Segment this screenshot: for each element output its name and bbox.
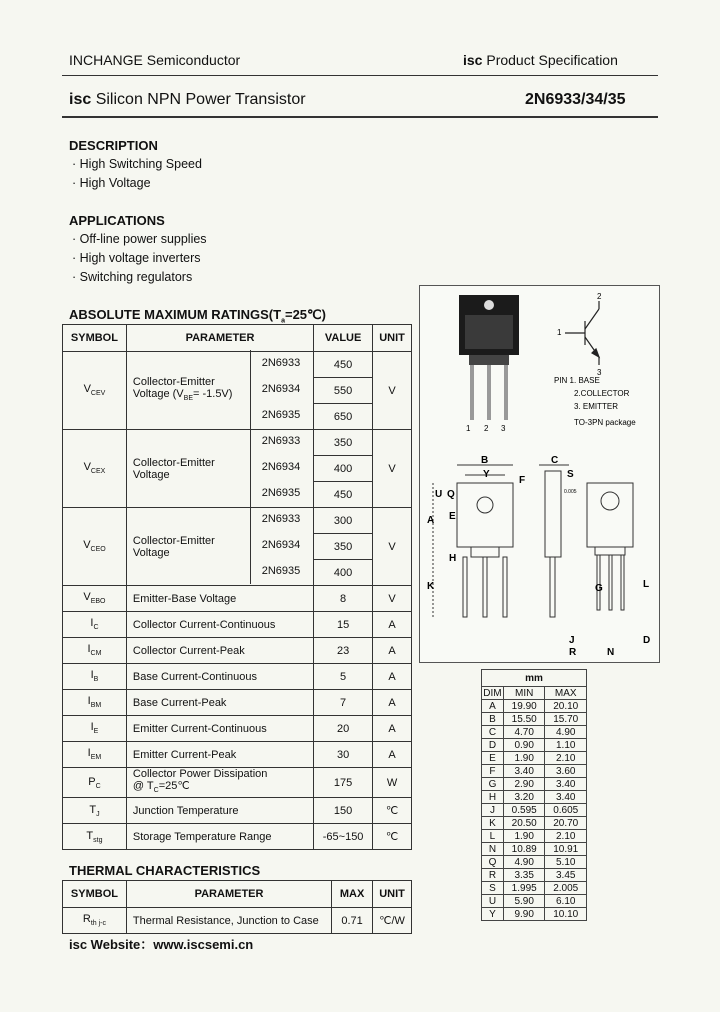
- param-cell: Collector Power Dissipation @ $T_C=25℃$: [126, 768, 313, 798]
- dim-row: [482, 765, 587, 778]
- table-row: [63, 824, 412, 850]
- value-cell: -65~150: [314, 824, 373, 850]
- dim-label: D: [643, 635, 651, 646]
- thermal-table: [62, 880, 412, 934]
- application-item: · High voltage inverters: [72, 251, 201, 265]
- page-title: [69, 91, 306, 109]
- param-cell: Thermal Resistance, Junction to Case: [126, 908, 331, 934]
- unit-cell: ℃: [373, 798, 412, 824]
- device-label: 2N6934: [261, 461, 301, 473]
- dim-row: [482, 817, 587, 830]
- dim-max: 6.10: [545, 895, 587, 908]
- symbol-cell: $I_C$: [63, 612, 127, 638]
- ratings-table: [62, 324, 412, 850]
- description-item: · High Voltage: [72, 176, 151, 190]
- dimension-table: [481, 669, 587, 921]
- ratings-heading-tail: =25℃): [284, 307, 326, 322]
- ratings-heading: [69, 307, 326, 325]
- dim-min: 9.90: [503, 908, 545, 921]
- device-label: 2N6934: [261, 383, 301, 395]
- value-cell: 7: [314, 690, 373, 716]
- table-row: [63, 586, 412, 612]
- dim-min: 4.90: [503, 856, 545, 869]
- param-cell: Collector Current-Continuous: [126, 612, 313, 638]
- unit-cell: ℃: [373, 824, 412, 850]
- dim-max: 3.40: [545, 791, 587, 804]
- unit-cell: W: [373, 768, 412, 798]
- dim-label: N: [607, 647, 615, 658]
- device-label: 2N6933: [261, 357, 301, 369]
- dim-max: 15.70: [545, 713, 587, 726]
- applications-heading: APPLICATIONS: [69, 213, 165, 228]
- dim-label: S: [567, 469, 574, 480]
- dim-label: H: [449, 553, 457, 564]
- symbol-collector-pin: 2: [597, 292, 602, 301]
- dim-max: 10.10: [545, 908, 587, 921]
- dim-row: [482, 700, 587, 713]
- dim-min: 3.35: [503, 869, 545, 882]
- dim-head: MAX: [545, 687, 587, 700]
- table-row: [63, 716, 412, 742]
- unit-cell: A: [373, 612, 412, 638]
- value-cell: 0.71: [332, 908, 373, 934]
- dim-max: 3.40: [545, 778, 587, 791]
- dim-max: 3.60: [545, 765, 587, 778]
- dim-letter: Y: [482, 908, 504, 921]
- col-symbol: SYMBOL: [63, 325, 127, 352]
- value-cell: 150: [314, 798, 373, 824]
- dim-letter: F: [482, 765, 504, 778]
- device-label: 2N6935: [261, 487, 301, 499]
- dim-min: 0.90: [503, 739, 545, 752]
- unit-cell: V: [373, 586, 412, 612]
- small-note: 0.005: [564, 489, 577, 495]
- dim-max: 5.10: [545, 856, 587, 869]
- dim-row: [482, 830, 587, 843]
- footer-url[interactable]: www.iscsemi.cn: [153, 937, 254, 952]
- dim-label: E: [449, 511, 456, 522]
- symbol-cell: $I_{BM}$: [63, 690, 127, 716]
- npn-symbol: [565, 301, 599, 365]
- symbol-cell: $P_C$: [63, 768, 127, 798]
- param-cell: Collector Current-Peak: [126, 638, 313, 664]
- symbol-cell: $I_E$: [63, 716, 127, 742]
- dim-row: [482, 713, 587, 726]
- table-row: [63, 664, 412, 690]
- dim-min: 5.90: [503, 895, 545, 908]
- dim-max: 2.10: [545, 752, 587, 765]
- spec-label: [463, 52, 618, 68]
- part-number: 2N6933/34/35: [525, 91, 626, 108]
- dim-row: [482, 843, 587, 856]
- dim-label: L: [643, 579, 650, 590]
- dim-letter: A: [482, 700, 504, 713]
- dim-head: MIN: [503, 687, 545, 700]
- device-label: 2N6933: [261, 435, 301, 447]
- symbol-cell: $I_{CM}$: [63, 638, 127, 664]
- param-vcev: Collector-Emitter Voltage $(V_{BE}= -1.5V)$: [126, 352, 313, 430]
- dim-label: F: [519, 475, 526, 486]
- col-parameter: PARAMETER: [126, 325, 313, 352]
- dim-row: [482, 752, 587, 765]
- unit-cell: A: [373, 690, 412, 716]
- dim-row: [482, 882, 587, 895]
- dim-min: 1.995: [503, 882, 545, 895]
- footer: [69, 934, 253, 953]
- dim-letter: N: [482, 843, 504, 856]
- application-item: · Switching regulators: [72, 270, 193, 284]
- dim-row: [482, 778, 587, 791]
- dim-letter: U: [482, 895, 504, 908]
- dim-row: [482, 739, 587, 752]
- dim-row: [482, 791, 587, 804]
- header-rule: [62, 75, 658, 76]
- unit-vcex: V: [373, 430, 412, 508]
- pin-number: 2: [484, 424, 489, 433]
- symbol-vcex: $V_{CEX}$: [63, 430, 127, 508]
- symbol-cell: $V_{EBO}$: [63, 586, 127, 612]
- dim-letter: L: [482, 830, 504, 843]
- spec-brand: isc: [463, 52, 483, 68]
- description-item: · High Switching Speed: [72, 157, 202, 171]
- pin-number: 1: [466, 424, 471, 433]
- table-row: [63, 612, 412, 638]
- device-label: 2N6935: [261, 409, 301, 421]
- application-item: · Off-line power supplies: [72, 232, 207, 246]
- pin-legend: TO-3PN package: [574, 418, 636, 427]
- device-label: 2N6934: [261, 539, 301, 551]
- param-vcex: Collector-Emitter Voltage: [126, 430, 313, 508]
- unit-cell: A: [373, 716, 412, 742]
- value-cell: 30: [314, 742, 373, 768]
- dim-label: C: [551, 455, 559, 466]
- param-cell: Emitter Current-Continuous: [126, 716, 313, 742]
- dim-min: 19.90: [503, 700, 545, 713]
- dim-head: DIM: [483, 687, 502, 699]
- dim-row: [482, 726, 587, 739]
- dim-row: [482, 804, 587, 817]
- value-cell: 550: [314, 378, 373, 404]
- device-label: 2N6933: [261, 513, 301, 525]
- dim-min: 0.595: [503, 804, 545, 817]
- symbol-cell: $T_J$: [63, 798, 127, 824]
- dim-max: 10.91: [545, 843, 587, 856]
- unit-vceo: V: [373, 508, 412, 586]
- dim-max: 3.45: [545, 869, 587, 882]
- table-row: [63, 798, 412, 824]
- symbol-emitter-pin: 3: [597, 368, 602, 377]
- col-value: VALUE: [314, 325, 373, 352]
- description-heading: DESCRIPTION: [69, 138, 158, 153]
- dim-label: G: [595, 583, 603, 594]
- dim-letter: S: [482, 882, 504, 895]
- dim-label: B: [481, 455, 489, 466]
- unit-cell: A: [373, 742, 412, 768]
- param-vceo: Collector-Emitter Voltage: [126, 508, 313, 586]
- thermal-heading: THERMAL CHARACTERISTICS: [69, 863, 261, 878]
- dim-letter: D: [482, 739, 504, 752]
- dim-max: 2.005: [545, 882, 587, 895]
- dim-letter: B: [482, 713, 504, 726]
- symbol-vceo: $V_{CEO}$: [63, 508, 127, 586]
- dim-label: Q: [447, 489, 455, 500]
- symbol-cell: $I_B$: [63, 664, 127, 690]
- symbol-vcev: $V_{CEV}$: [63, 352, 127, 430]
- col-unit: UNIT: [373, 325, 412, 352]
- dim-label: A: [427, 515, 435, 526]
- dim-min: 20.50: [503, 817, 545, 830]
- dim-max: 1.10: [545, 739, 587, 752]
- dim-row: [482, 869, 587, 882]
- table-row: [63, 742, 412, 768]
- dim-min: 1.90: [503, 830, 545, 843]
- value-cell: 450: [314, 482, 373, 508]
- device-label: 2N6935: [261, 565, 301, 577]
- table-row: [63, 690, 412, 716]
- symbol-cell: $R_{th j-c}$: [63, 908, 127, 934]
- value-cell: 5: [314, 664, 373, 690]
- value-cell: 175: [314, 768, 373, 798]
- dim-min: 3.20: [503, 791, 545, 804]
- param-cell: Emitter Current-Peak: [126, 742, 313, 768]
- dim-min: 15.50: [503, 713, 545, 726]
- title-text: Silicon NPN Power Transistor: [95, 91, 306, 108]
- dim-letter: Q: [482, 856, 504, 869]
- company-name: INCHANGE Semiconductor: [69, 52, 241, 68]
- dim-label: R: [569, 647, 577, 658]
- spec-text: Product Specification: [486, 52, 618, 68]
- pin-number: 3: [501, 424, 506, 433]
- value-cell: 300: [314, 508, 373, 534]
- device-column: [251, 350, 311, 584]
- footer-label: isc Website：: [69, 937, 154, 952]
- value-cell: 350: [314, 534, 373, 560]
- pin-legend: 3. EMITTER: [574, 402, 619, 411]
- dim-label: Y: [483, 469, 490, 480]
- col-max: MAX: [332, 881, 373, 908]
- value-cell: 450: [314, 352, 373, 378]
- table-row: [63, 638, 412, 664]
- dim-row: [482, 895, 587, 908]
- dim-min: 1.90: [503, 752, 545, 765]
- dim-min: 3.40: [503, 765, 545, 778]
- param-cell: Emitter-Base Voltage: [126, 586, 313, 612]
- dim-label: K: [427, 581, 435, 592]
- pin-legend: PIN 1. BASE: [554, 376, 600, 385]
- dim-row: [482, 856, 587, 869]
- param-cell: Junction Temperature: [126, 798, 313, 824]
- dim-max: 4.90: [545, 726, 587, 739]
- dim-min: 4.70: [503, 726, 545, 739]
- pin-legend: 2.COLLECTOR: [574, 389, 630, 398]
- symbol-base-pin: 1: [557, 328, 562, 337]
- dim-label: J: [569, 635, 575, 646]
- unit-cell: ℃/W: [373, 908, 412, 934]
- value-cell: 20: [314, 716, 373, 742]
- package-drawing: [419, 285, 659, 663]
- unit-cell: A: [373, 664, 412, 690]
- value-cell: 400: [314, 456, 373, 482]
- value-cell: 400: [314, 560, 373, 586]
- param-cell: Base Current-Continuous: [126, 664, 313, 690]
- col-unit: UNIT: [373, 881, 412, 908]
- back-view: [587, 483, 633, 610]
- title-rule: [62, 116, 658, 118]
- front-view: [433, 465, 513, 617]
- table-row: [63, 908, 412, 934]
- dim-row: [482, 908, 587, 921]
- dim-min: 2.90: [503, 778, 545, 791]
- dim-letter: R: [482, 869, 504, 882]
- dim-letter: E: [482, 752, 504, 765]
- side-view: [539, 465, 569, 617]
- dim-letter: J: [482, 804, 504, 817]
- value-cell: 650: [314, 404, 373, 430]
- dim-max: 20.70: [545, 817, 587, 830]
- transistor-photo: [459, 295, 519, 420]
- symbol-cell: $T_{stg}$: [63, 824, 127, 850]
- dim-label: U: [435, 489, 443, 500]
- value-cell: 15: [314, 612, 373, 638]
- unit-cell: A: [373, 638, 412, 664]
- dim-letter: K: [482, 817, 504, 830]
- dim-max: 20.10: [545, 700, 587, 713]
- value-cell: 350: [314, 430, 373, 456]
- dim-max: 2.10: [545, 830, 587, 843]
- ratings-heading-sub: a: [281, 317, 285, 325]
- dim-letter: H: [482, 791, 504, 804]
- dim-max: 0.605: [545, 804, 587, 817]
- symbol-cell: $I_{EM}$: [63, 742, 127, 768]
- col-symbol: SYMBOL: [63, 881, 127, 908]
- param-cell: Base Current-Peak: [126, 690, 313, 716]
- unit-vcev: V: [373, 352, 412, 430]
- dim-min: 10.89: [503, 843, 545, 856]
- ratings-heading-text: ABSOLUTE MAXIMUM RATINGS(T: [69, 307, 282, 322]
- value-cell: 23: [314, 638, 373, 664]
- dim-unit: mm: [482, 670, 587, 687]
- table-row: [63, 768, 412, 798]
- dim-letter: G: [482, 778, 504, 791]
- param-cell: Storage Temperature Range: [126, 824, 313, 850]
- value-cell: 8: [314, 586, 373, 612]
- dim-letter: C: [482, 726, 504, 739]
- col-parameter: PARAMETER: [126, 881, 331, 908]
- title-brand: isc: [69, 91, 92, 108]
